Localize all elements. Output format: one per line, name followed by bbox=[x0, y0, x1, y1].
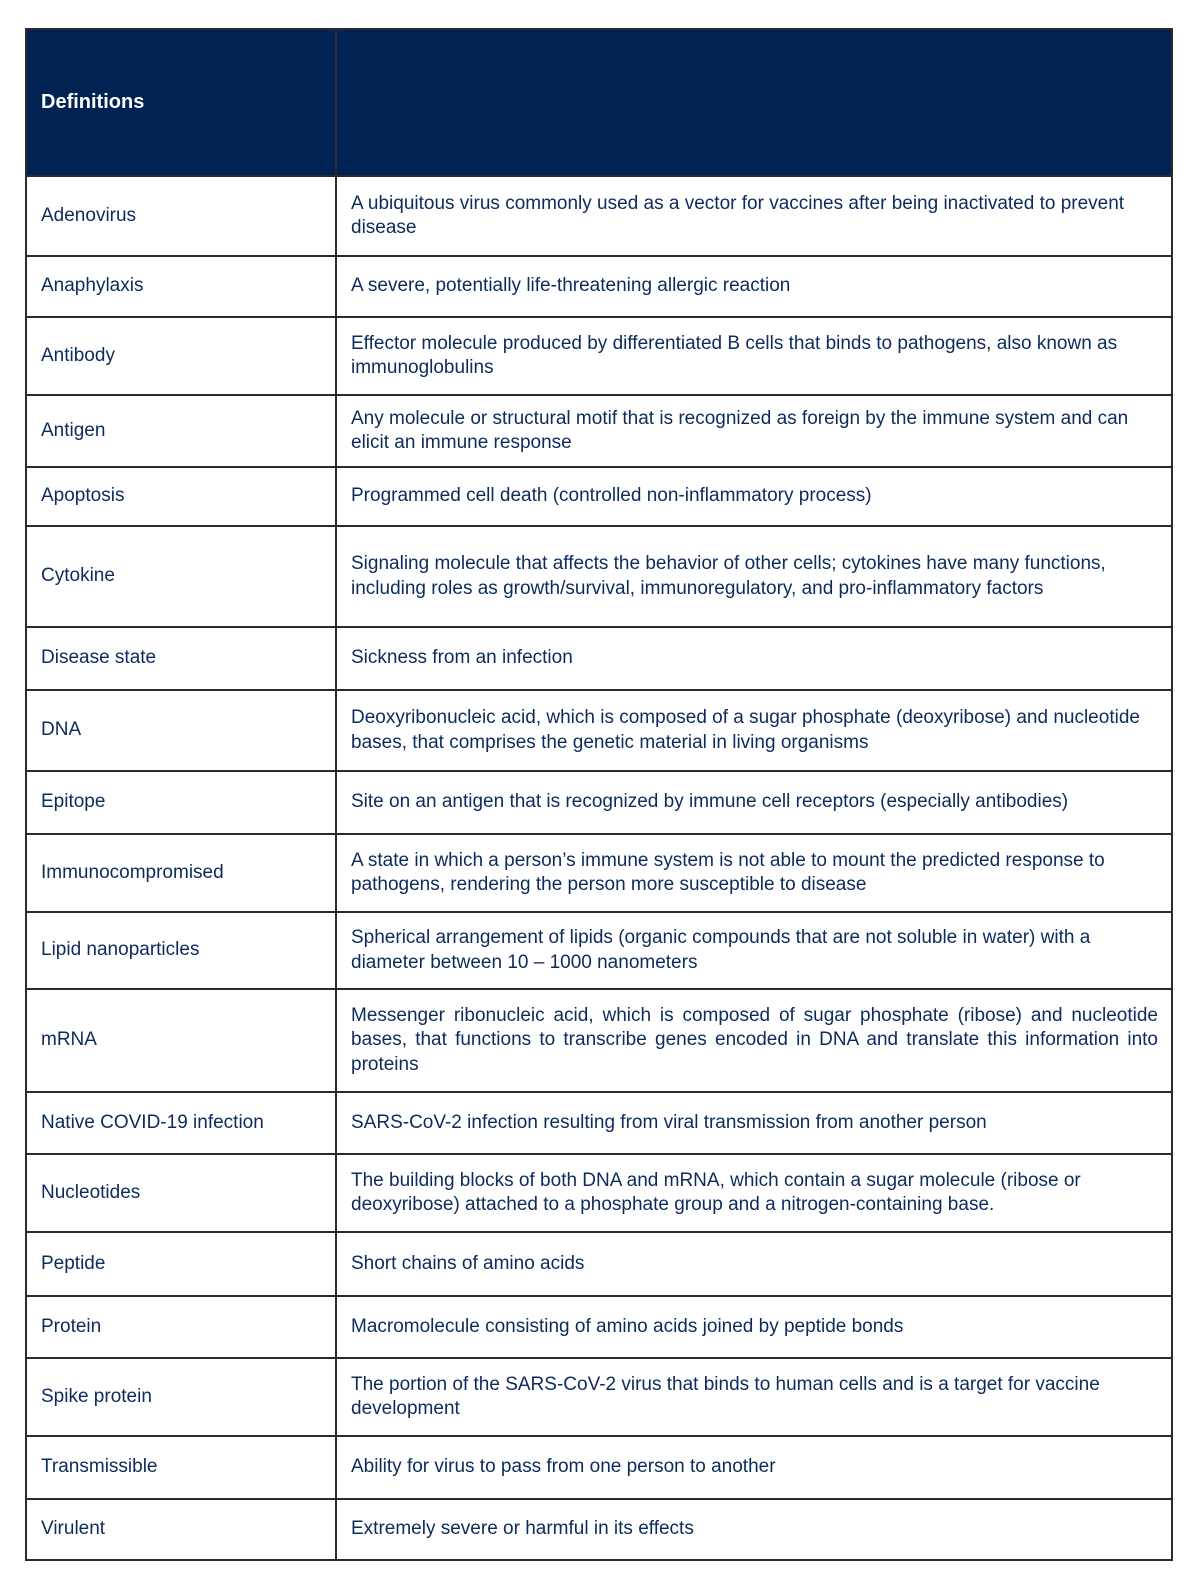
table-row bbox=[27, 1295, 1171, 1357]
definition: Signaling molecule that affects the behavior of other cells; cytokines have many functions, including roles as growth/survival, immunoregulatory, and pro-inflammatory factors bbox=[351, 553, 1106, 599]
definition: Sickness from an infection bbox=[351, 647, 573, 669]
term: Lipid nanoparticles bbox=[41, 939, 200, 961]
term-cell bbox=[27, 396, 337, 466]
term-cell bbox=[27, 990, 337, 1091]
term: Spike protein bbox=[41, 1385, 152, 1407]
table-header-row bbox=[27, 30, 1171, 175]
table-row bbox=[27, 988, 1171, 1091]
table-row bbox=[27, 316, 1171, 394]
term: Adenovirus bbox=[41, 204, 137, 226]
definition-cell bbox=[337, 772, 1171, 833]
definitions-table bbox=[25, 28, 1173, 1561]
definition: Programmed cell death (controlled non-inflammatory process) bbox=[351, 485, 872, 507]
term-cell bbox=[27, 835, 337, 911]
table-row bbox=[27, 1091, 1171, 1153]
term: Transmissible bbox=[41, 1456, 158, 1478]
table-row bbox=[27, 770, 1171, 833]
table-row bbox=[27, 525, 1171, 626]
table-row bbox=[27, 1357, 1171, 1435]
term: Anaphylaxis bbox=[41, 275, 144, 297]
definition-cell bbox=[337, 177, 1171, 255]
term-cell bbox=[27, 1437, 337, 1498]
term: Virulent bbox=[41, 1518, 106, 1540]
definition: Messenger ribonucleic acid, which is composed of sugar phosphate (ribose) and nucleotide bases, that functions to transcribe genes encoded in DNA and translate this information into proteins bbox=[351, 1004, 1158, 1075]
definition-cell bbox=[337, 527, 1171, 626]
term: Protein bbox=[41, 1315, 102, 1337]
definition-cell bbox=[337, 628, 1171, 689]
definition-cell bbox=[337, 468, 1171, 525]
definition-cell bbox=[337, 1093, 1171, 1153]
term-cell bbox=[27, 628, 337, 689]
definition: Extremely severe or harmful in its effects bbox=[351, 1518, 694, 1540]
term: Apoptosis bbox=[41, 485, 125, 507]
term: mRNA bbox=[41, 1029, 97, 1051]
term-cell bbox=[27, 318, 337, 394]
definition-cell bbox=[337, 990, 1171, 1091]
term-cell bbox=[27, 1155, 337, 1231]
term-cell bbox=[27, 468, 337, 525]
term-cell bbox=[27, 1500, 337, 1559]
term-cell bbox=[27, 1359, 337, 1435]
definition: Short chains of amino acids bbox=[351, 1252, 585, 1274]
header-cell-definitions bbox=[27, 30, 337, 175]
table-row bbox=[27, 911, 1171, 988]
term-cell bbox=[27, 1093, 337, 1153]
definition: Effector molecule produced by differentiated B cells that binds to pathogens, also known as immunoglobulins bbox=[351, 332, 1118, 378]
definition-cell bbox=[337, 396, 1171, 466]
table-row bbox=[27, 1498, 1171, 1559]
term-cell bbox=[27, 257, 337, 316]
definition: Any molecule or structural motif that is recognized as foreign by the immune system and can elicit an immune response bbox=[351, 407, 1129, 453]
term: Peptide bbox=[41, 1252, 106, 1274]
term-cell bbox=[27, 527, 337, 626]
definition-cell bbox=[337, 835, 1171, 911]
definition-cell bbox=[337, 1297, 1171, 1357]
header-title: Definitions bbox=[41, 91, 145, 114]
table-row bbox=[27, 626, 1171, 689]
definition-cell bbox=[337, 318, 1171, 394]
term-cell bbox=[27, 1297, 337, 1357]
definition-cell bbox=[337, 913, 1171, 988]
table-row bbox=[27, 1153, 1171, 1231]
definition: A state in which a person’s immune system is not able to mount the predicted response to pathogens, rendering the person more susceptible to disease bbox=[351, 849, 1105, 895]
table-row bbox=[27, 394, 1171, 466]
definition-cell bbox=[337, 691, 1171, 770]
definition: A severe, potentially life-threatening allergic reaction bbox=[351, 275, 791, 297]
definition-cell bbox=[337, 1233, 1171, 1295]
term: DNA bbox=[41, 719, 82, 741]
definition: Deoxyribonucleic acid, which is composed of a sugar phosphate (deoxyribose) and nucleotide bases, that comprises the genetic material in living organisms bbox=[351, 707, 1140, 753]
term: Antibody bbox=[41, 344, 115, 366]
table-row bbox=[27, 466, 1171, 525]
term: Immunocompromised bbox=[41, 861, 224, 883]
term: Epitope bbox=[41, 791, 106, 813]
term-cell bbox=[27, 177, 337, 255]
term-cell bbox=[27, 913, 337, 988]
definition-cell bbox=[337, 1359, 1171, 1435]
definition-cell bbox=[337, 1155, 1171, 1231]
table-row bbox=[27, 1231, 1171, 1295]
definition: Ability for virus to pass from one person to another bbox=[351, 1456, 776, 1478]
table-row bbox=[27, 175, 1171, 255]
definition: The building blocks of both DNA and mRNA, which contain a sugar molecule (ribose or deoxyribose) attached to a phosphate group and a nitrogen-containing base. bbox=[351, 1169, 1081, 1215]
table-row bbox=[27, 255, 1171, 316]
term: Disease state bbox=[41, 647, 157, 669]
term: Cytokine bbox=[41, 565, 115, 587]
definition: Site on an antigen that is recognized by immune cell receptors (especially antibodies) bbox=[351, 791, 1069, 813]
definition: Macromolecule consisting of amino acids joined by peptide bonds bbox=[351, 1315, 904, 1337]
table-row bbox=[27, 689, 1171, 770]
term: Native COVID-19 infection bbox=[41, 1111, 264, 1133]
term-cell bbox=[27, 1233, 337, 1295]
table-row bbox=[27, 1435, 1171, 1498]
definition: SARS-CoV-2 infection resulting from viral transmission from another person bbox=[351, 1111, 987, 1133]
definition-cell bbox=[337, 1500, 1171, 1559]
definition: Spherical arrangement of lipids (organic compounds that are not soluble in water) with a diameter between 10 – 1000 nanometers bbox=[351, 927, 1091, 973]
term: Nucleotides bbox=[41, 1181, 141, 1203]
header-cell-empty bbox=[337, 30, 1171, 175]
table-row bbox=[27, 833, 1171, 911]
term-cell bbox=[27, 691, 337, 770]
definition-cell bbox=[337, 257, 1171, 316]
definition: The portion of the SARS-CoV-2 virus that binds to human cells and is a target for vaccine development bbox=[351, 1373, 1100, 1419]
term: Antigen bbox=[41, 419, 106, 441]
term-cell bbox=[27, 772, 337, 833]
definition: A ubiquitous virus commonly used as a vector for vaccines after being inactivated to prevent disease bbox=[351, 192, 1125, 238]
definition-cell bbox=[337, 1437, 1171, 1498]
